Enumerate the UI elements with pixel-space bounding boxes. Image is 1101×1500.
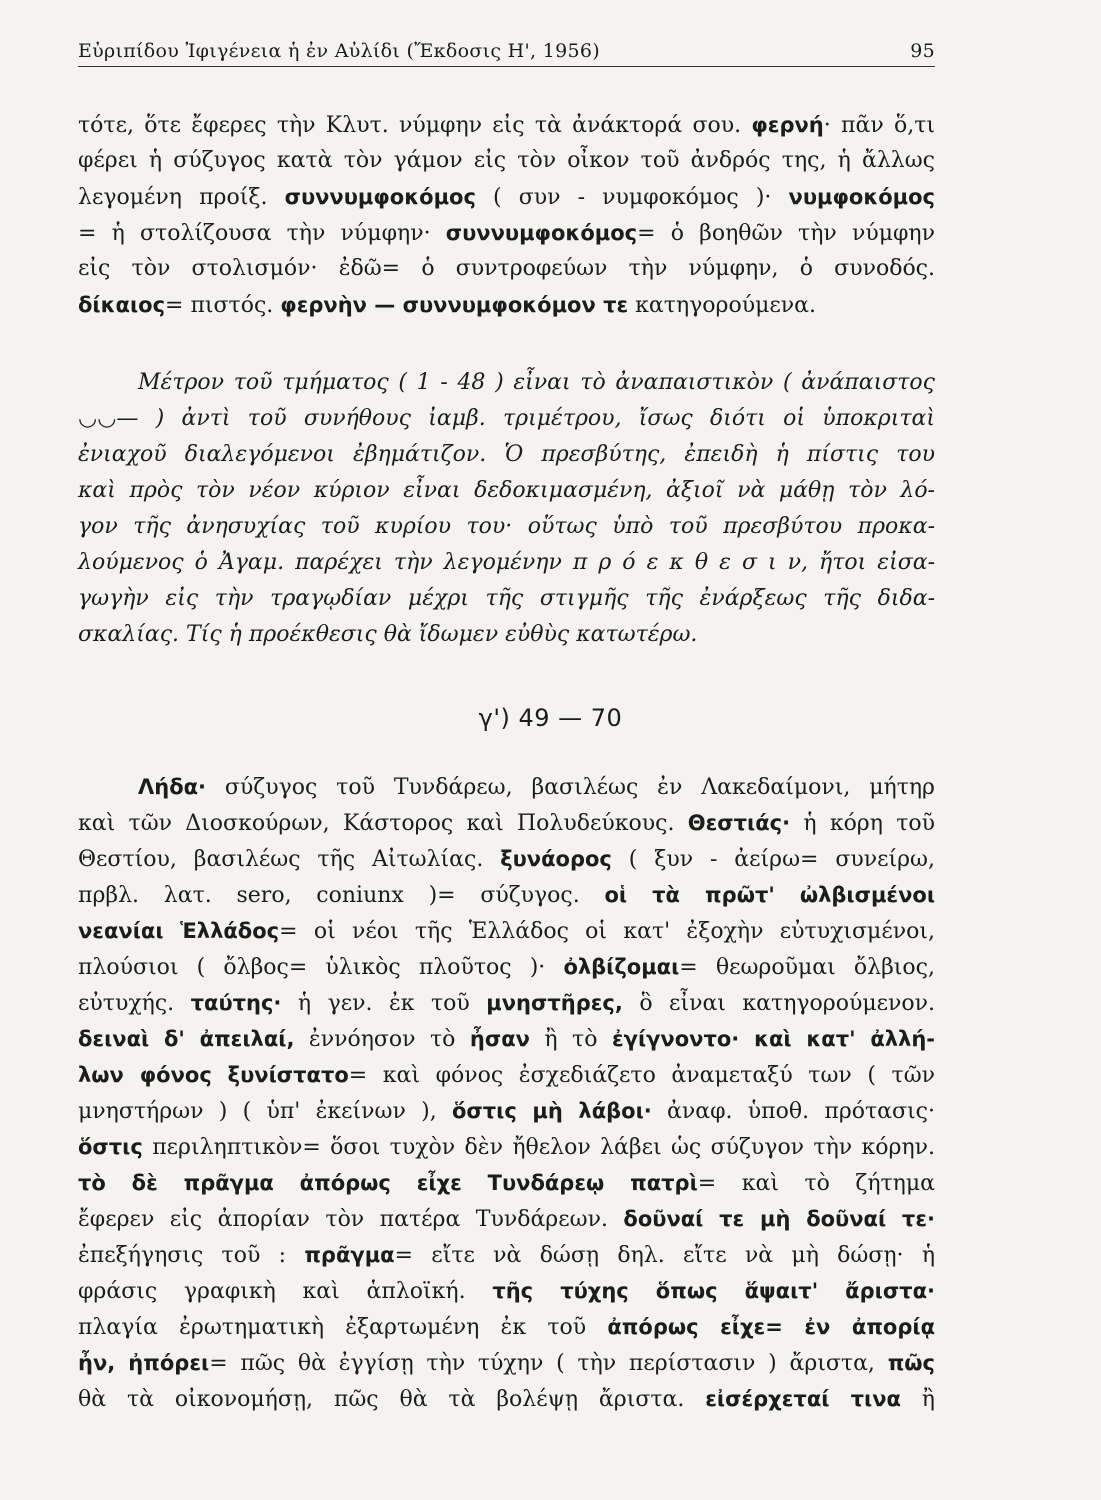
- gloss-text: φέρει ἡ σύζυγος κατὰ τὸν γάμον εἰς τὸν οἶκον τοῦ ἀνδρός της, ἡ ἄλλως: [78, 148, 935, 173]
- bold-term: φερνή: [751, 113, 824, 137]
- gloss-text: καὶ τῶν Διοσκούρων, Κάστορος καὶ Πολυδεύκους.: [78, 811, 688, 836]
- bold-term: εἰσέρχεταί τινα: [705, 1387, 901, 1411]
- gloss-text: = ἡ στολίζουσα τὴν νύμφην·: [78, 221, 446, 246]
- bold-term: φερνὴν — συννυμφοκόμον τε: [280, 293, 629, 317]
- bold-term: νεανίαι Ἑλλάδος: [78, 919, 280, 943]
- gloss-text: = καὶ τὸ ζήτημα: [697, 1171, 936, 1196]
- gloss-text: ὃ εἶναι κατηγορούμενον.: [622, 991, 935, 1016]
- text-line: [78, 1062, 935, 1089]
- gloss-text: σύζυγος τοῦ Τυνδάρεω, βασιλέως ἐν Λακεδαίμονι, μήτηρ: [206, 775, 935, 800]
- text-line: Μέτρον τοῦ τμήματος ( 1 - 48 ) εἶναι τὸ ἀναπαιστικὸν ( ἀνάπαιστος: [138, 370, 935, 395]
- gloss-text: ἢ τὸ: [529, 1027, 612, 1052]
- text-line: [78, 954, 935, 981]
- text-line: [78, 220, 935, 247]
- bold-term: ὀλβίζομαι: [563, 955, 680, 979]
- bold-term: ἀπόρως εἶχε= ἐν ἀπορίᾳ: [607, 1315, 935, 1339]
- bold-term: ταύτης·: [190, 991, 282, 1015]
- gloss-text: = πιστός.: [165, 293, 281, 318]
- bold-term: ἦν, ἠπόρει: [78, 1351, 210, 1375]
- page-number: 95: [910, 40, 935, 62]
- gloss-text: τότε, ὅτε ἔφερες τὴν Κλυτ. νύμφην εἰς τὰ ἀνάκτορά σου.: [78, 113, 752, 138]
- bold-term: τῆς τύχης ὅπως ἅψαιτ' ἄριστα·: [492, 1279, 935, 1303]
- gloss-text: ἐπεξήγησις τοῦ :: [78, 1243, 305, 1268]
- gloss-text: ἔφερεν εἰς ἀπορίαν τὸν πατέρα Τυνδάρεων.: [78, 1207, 624, 1232]
- text-line: [138, 774, 935, 801]
- bold-term: ξυνάορος: [500, 847, 612, 871]
- text-line: σκαλίας. Τίς ἡ προέκθεσις θὰ ἴδωμεν εὐθὺς κατωτέρω.: [78, 622, 698, 647]
- gloss-text: ( συν - νυμφοκόμος )·: [475, 185, 789, 210]
- section-heading: γ') 49 — 70: [478, 704, 623, 732]
- text-line: [78, 882, 935, 909]
- text-line: ◡◡— ) ἀντὶ τοῦ συνήθους ἰαμβ. τριμέτρου, ἴσως διότι οἱ ὑποκριταὶ: [78, 406, 935, 431]
- text-line: [78, 1170, 935, 1197]
- gloss-text: = ὁ βοηθῶν τὴν νύμφην: [637, 221, 935, 246]
- gloss-text: λεγομένη προίξ.: [78, 185, 285, 210]
- text-line: [78, 1386, 935, 1413]
- gloss-text: = θεωροῦμαι ὄλβιος,: [679, 955, 935, 980]
- text-line: [78, 1134, 935, 1161]
- gloss-text: μνηστήρων ) ( ὑπ' ἐκείνων ),: [78, 1099, 452, 1124]
- bold-term: συννυμφοκόμος: [445, 221, 638, 245]
- text-line: γωγὴν εἰς τὴν τραγῳδίαν μέχρι τῆς στιγμῆς τῆς ἐνάρξεως τῆς διδα-: [78, 586, 935, 611]
- text-line: [78, 846, 935, 873]
- bold-term: ἦσαν: [469, 1027, 530, 1051]
- text-line: [78, 256, 935, 282]
- bold-term: δειναὶ δ' ἀπειλαί,: [78, 1027, 295, 1051]
- text-line: λούμενος ὁ Ἀγαμ. παρέχει τὴν λεγομένην π ρ ό ε κ θ ε σ ι ν, ἤτοι εἰσα-: [78, 550, 935, 575]
- gloss-text: ἀναφ. ὑποθ. πρότασις·: [651, 1099, 935, 1124]
- text-line: [78, 1350, 935, 1377]
- gloss-text: ἢ: [900, 1387, 935, 1412]
- text-line: [78, 292, 935, 319]
- text-line: [78, 810, 935, 837]
- bold-term: οἱ τὰ πρῶτ' ὠλβισμένοι: [604, 883, 936, 907]
- gloss-text: ( ξυν - ἀείρω= συνείρω,: [611, 847, 935, 872]
- gloss-text: φράσις γραφικὴ καὶ ἁπλοϊκή.: [78, 1279, 493, 1304]
- gloss-text: κατηγορούμενα.: [628, 293, 817, 318]
- gloss-text: πλούσιοι ( ὄλβος= ὑλικὸς πλοῦτος )·: [78, 955, 564, 980]
- gloss-text: εἰς τὸν στολισμόν· ἐδῶ= ὁ συντροφεύων τὴν νύμφην, ὁ συνοδός.: [78, 256, 935, 281]
- gloss-text: · πᾶν ὅ,τι: [823, 113, 935, 138]
- bold-term: πρᾶγμα: [304, 1243, 395, 1267]
- gloss-text: ἡ κόρη τοῦ: [790, 811, 935, 836]
- text-line: [78, 1242, 935, 1269]
- gloss-text: πλαγία ἐρωτηματικὴ ἐξαρτωμένη ἐκ τοῦ: [78, 1315, 608, 1340]
- text-line: [78, 990, 935, 1017]
- text-line: [78, 918, 935, 945]
- bold-term: πῶς: [887, 1351, 935, 1375]
- running-title: Εὐριπίδου Ἰφιγένεια ἡ ἐν Αὐλίδι (Ἔκδοσις Η', 1956): [78, 40, 600, 62]
- text-line: καὶ πρὸς τὸν νέον κύριον εἶναι δεδοκιμασμένη, ἀξιοῖ νὰ μάθῃ τὸν λό-: [78, 478, 935, 503]
- text-line: [78, 1098, 935, 1125]
- text-line: ἐνιαχοῦ διαλεγόμενοι ἐβημάτιζον. Ὁ πρεσβύτης, ἐπειδὴ ἡ πίστις του: [78, 442, 935, 467]
- gloss-text: περιληπτικὸν= ὅσοι τυχὸν δὲν ἤθελον λάβει ὡς σύζυγον τὴν κόρην.: [142, 1135, 935, 1160]
- bold-term: λων φόνος ξυνίστατο: [78, 1063, 349, 1087]
- text-line: [78, 148, 935, 174]
- bold-term: δοῦναί τε μὴ δοῦναί τε·: [623, 1207, 935, 1231]
- bold-term: Λήδα·: [138, 775, 207, 799]
- text-line: [78, 1278, 935, 1305]
- gloss-text: ἐννόησον τὸ: [294, 1027, 470, 1052]
- text-line: [78, 112, 935, 139]
- bold-term: ὅστις: [78, 1135, 143, 1159]
- bold-term: Θεστιάς·: [687, 811, 791, 835]
- text-line: [78, 1206, 935, 1233]
- text-line: [78, 184, 935, 211]
- text-line: [78, 1314, 935, 1341]
- text-line: γον τῆς ἀνησυχίας τοῦ κυρίου του· οὕτως ὑπὸ τοῦ πρεσβύτου προκα-: [78, 514, 935, 539]
- bold-term: συννυμφοκόμος: [284, 185, 476, 209]
- bold-term: ἐγίγνοντο· καὶ κατ' ἀλλή-: [611, 1027, 936, 1051]
- gloss-text: εὐτυχής.: [78, 991, 191, 1016]
- gloss-text: = εἴτε νὰ δώσῃ δηλ. εἴτε νὰ μὴ δώσῃ· ἡ: [394, 1243, 935, 1268]
- gloss-text: = πῶς θὰ ἐγγίσῃ τὴν τύχην ( τὴν περίστασιν ) ἄριστα,: [209, 1351, 888, 1376]
- text-line: [78, 1026, 935, 1053]
- bold-term: δίκαιος: [78, 293, 166, 317]
- bold-term: νυμφοκόμος: [788, 185, 935, 209]
- gloss-text: = καὶ φόνος ἐσχεδιάζετο ἀναμεταξύ των ( τῶν: [348, 1063, 936, 1088]
- bold-term: ὅστις μὴ λάβοι·: [452, 1099, 652, 1123]
- gloss-text: ἡ γεν. ἐκ τοῦ: [281, 991, 487, 1016]
- gloss-text: πρβλ. λατ. sero, coniunx )= σύζυγος.: [78, 883, 605, 908]
- gloss-text: = οἱ νέοι τῆς Ἑλλάδος οἱ κατ' ἐξοχὴν εὐτυχισμένοι,: [279, 919, 935, 944]
- running-header: [78, 36, 935, 67]
- bold-term: μνηστῆρες,: [486, 991, 623, 1015]
- bold-term: τὸ δὲ πρᾶγμα ἀπόρως εἶχε Τυνδάρεῳ πατρὶ: [78, 1171, 698, 1195]
- gloss-text: θὰ τὰ οἰκονομήσῃ, πῶς θὰ τὰ βολέψῃ ἄριστα.: [78, 1387, 706, 1412]
- gloss-text: Θεστίου, βασιλέως τῆς Αἰτωλίας.: [78, 847, 501, 872]
